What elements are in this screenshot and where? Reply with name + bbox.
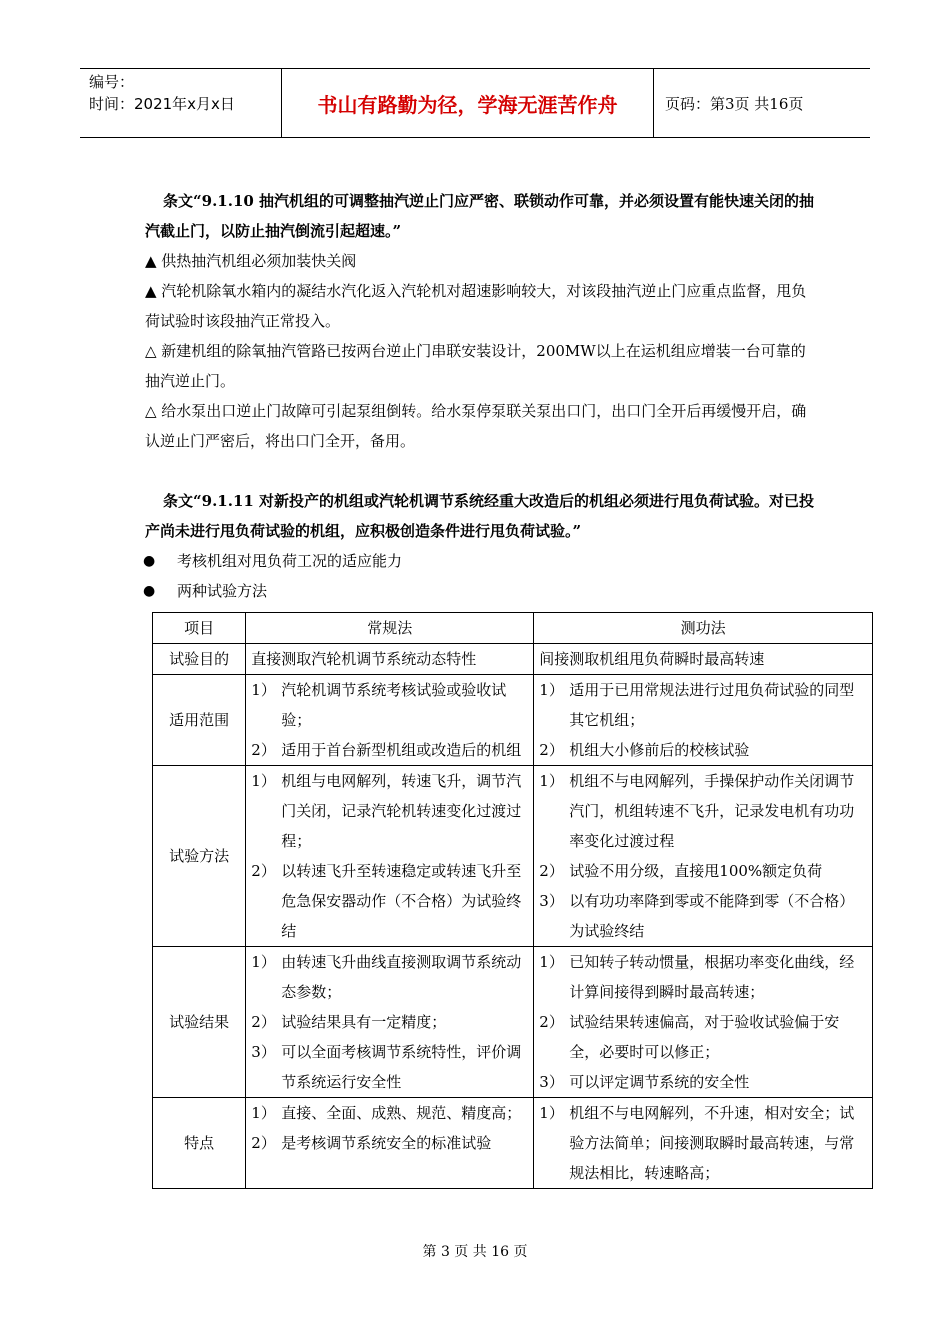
- row-label-cell: 试验方法: [153, 766, 246, 947]
- item-number: 1）: [539, 1104, 564, 1122]
- table-cell: [534, 644, 873, 675]
- clause-9-1-10-note: △ 给水泵出口逆止门故障可引起泵组倒转。给水泵停泵联关泵出口门，出口门全开后再缓慢开启，确认逆止门严密后，将出口门全开，备用。: [145, 402, 807, 450]
- item-text: 机组大小修前后的校核试验: [569, 741, 750, 759]
- item-text: 以有功功率降到零或不能降到零（不合格）为试验终结: [569, 892, 855, 940]
- item-text: 直接、全面、成熟、规范、精度高；: [281, 1104, 522, 1122]
- item-number: 1）: [539, 953, 564, 971]
- document-body: [145, 186, 815, 606]
- item-number: 3）: [251, 1043, 276, 1061]
- item-number: 2）: [539, 862, 564, 880]
- cell-list-item: [251, 1098, 528, 1128]
- row-label-cell: 试验目的: [153, 644, 246, 675]
- row-label-cell: 适用范围: [153, 675, 246, 766]
- cell-list-item: [251, 675, 528, 735]
- table-cell: [246, 766, 534, 947]
- item-number: 2）: [251, 741, 276, 759]
- item-text: 机组与电网解列，转速飞升，调节汽门关闭，记录汽轮机转速变化过渡过程；: [281, 772, 522, 850]
- item-number: 2）: [251, 862, 276, 880]
- table-cell: [534, 1098, 873, 1189]
- clause-9-1-10-note: ▲ 汽轮机除氧水箱内的凝结水汽化返入汽轮机对超速影响较大，对该段抽汽逆止门应重点监督，甩负荷试验时该段抽汽正常投入。: [145, 282, 807, 330]
- table-cell: [534, 947, 873, 1098]
- clause-9-1-10-note: △ 新建机组的除氧抽汽管路已按两台逆止门串联安装设计，200MW以上在运机组应增装一台可靠的抽汽逆止门。: [145, 342, 806, 390]
- table-row: [153, 766, 873, 947]
- item-text: 可以评定调节系统的安全性: [569, 1073, 750, 1091]
- table-cell: [246, 1098, 534, 1189]
- item-text: 试验结果具有一定精度；: [281, 1013, 447, 1031]
- table-cell: [534, 675, 873, 766]
- cell-list-item: [539, 1067, 867, 1097]
- test-methods-table: [152, 612, 873, 1189]
- cell-list-item: [251, 1128, 528, 1158]
- item-text: 试验结果转速偏高，对于验收试验偏于安全，必要时可以修正；: [569, 1013, 840, 1061]
- item-number: 2）: [251, 1013, 276, 1031]
- cell-list-item: [539, 675, 867, 735]
- item-number: 2）: [539, 1013, 564, 1031]
- cell-list-item: [539, 1098, 867, 1188]
- item-text: 直接测取汽轮机调节系统动态特性: [251, 650, 477, 668]
- table-row: [153, 1098, 873, 1189]
- cell-list-item: [251, 735, 528, 765]
- table-cell: [246, 644, 534, 675]
- item-text: 机组不与电网解列，不升速，相对安全；试验方法简单；间接测取瞬时最高转速，与常规法相比，转速略高；: [569, 1104, 855, 1182]
- table-cell: [534, 766, 873, 947]
- table-row: [153, 644, 873, 675]
- table-row: [153, 675, 873, 766]
- item-number: 1）: [539, 772, 564, 790]
- cell-list-item: [251, 947, 528, 1007]
- item-number: 1）: [251, 953, 276, 971]
- cell-list-item: [251, 766, 528, 856]
- header-number: 编号：: [89, 73, 135, 91]
- item-text: 由转速飞升曲线直接测取调节系统动态参数；: [281, 953, 522, 1001]
- header-motto: 书山有路勤为径，学海无涯苦作舟: [281, 69, 654, 137]
- item-number: 3）: [539, 1073, 564, 1091]
- bullet-icon: ●: [143, 553, 156, 569]
- header-date: 时间：2021年x月x日: [89, 95, 235, 113]
- row-label-cell: 试验结果: [153, 947, 246, 1098]
- item-text: 已知转子转动惯量，根据功率变化曲线，经计算间接得到瞬时最高转速；: [569, 953, 855, 1001]
- clause-9-1-11-heading: 条文“9.1.11 对新投产的机组或汽轮机调节系统经重大改造后的机组必须进行甩负荷试验。对已投产尚未进行甩负荷试验的机组，应积极创造条件进行甩负荷试验。”: [145, 492, 815, 540]
- item-text: 以转速飞升至转速稳定或转速飞升至危急保安器动作（不合格）为试验终结: [281, 862, 522, 940]
- cell-list-item: [251, 1007, 528, 1037]
- cell-list-item: [539, 766, 867, 856]
- table-header-cell: 常规法: [246, 613, 534, 644]
- item-number: 1）: [251, 681, 276, 699]
- cell-list-item: [539, 644, 867, 674]
- cell-list-item: [251, 856, 528, 946]
- item-number: 3）: [539, 892, 564, 910]
- bullet-icon: ●: [143, 583, 156, 599]
- item-number: 2）: [539, 741, 564, 759]
- item-text: 适用于首台新型机组或改造后的机组: [281, 741, 522, 759]
- bullet-text: 考核机组对甩负荷工况的适应能力: [177, 552, 403, 570]
- table-cell: [246, 947, 534, 1098]
- cell-list-item: [251, 644, 528, 674]
- cell-list-item: [539, 886, 867, 946]
- item-number: 1）: [251, 1104, 276, 1122]
- item-text: 可以全面考核调节系统特性，评价调节系统运行安全性: [281, 1043, 522, 1091]
- table-cell: [246, 675, 534, 766]
- bullet-text: 两种试验方法: [177, 582, 268, 600]
- cell-list-item: [539, 1007, 867, 1067]
- cell-list-item: [539, 735, 867, 765]
- page-header: [80, 68, 870, 138]
- row-label-cell: 特点: [153, 1098, 246, 1189]
- clause-9-1-10-note: ▲ 供热抽汽机组必须加装快关阀: [145, 252, 357, 270]
- header-meta: [80, 69, 280, 137]
- cell-list-item: [251, 1037, 528, 1097]
- item-number: 2）: [251, 1134, 276, 1152]
- list-item: [143, 546, 815, 576]
- item-text: 间接测取机组甩负荷瞬时最高转速: [539, 650, 765, 668]
- item-number: 1）: [539, 681, 564, 699]
- item-number: 1）: [251, 772, 276, 790]
- item-text: 是考核调节系统安全的标准试验: [281, 1134, 492, 1152]
- item-text: 试验不用分级，直接甩100%额定负荷: [569, 862, 823, 880]
- table-header-cell: 测功法: [534, 613, 873, 644]
- list-item: [143, 576, 815, 606]
- item-text: 汽轮机调节系统考核试验或验收试验；: [281, 681, 507, 729]
- table-row: [153, 947, 873, 1098]
- page-footer: 第 3 页 共 16 页: [422, 1244, 528, 1260]
- table-header-cell: 项目: [153, 613, 246, 644]
- cell-list-item: [539, 947, 867, 1007]
- table-header-row: [153, 613, 873, 644]
- cell-list-item: [539, 856, 867, 886]
- item-text: 机组不与电网解列，手操保护动作关闭调节汽门，机组转速不飞升，记录发电机有功功率变化过渡过程: [569, 772, 855, 850]
- clause-9-1-10-heading: 条文“9.1.10 抽汽机组的可调整抽汽逆止门应严密、联锁动作可靠，并必须设置有能快速关闭的抽汽截止门，以防止抽汽倒流引起超速。”: [145, 192, 815, 240]
- item-text: 适用于已用常规法进行过甩负荷试验的同型其它机组；: [569, 681, 855, 729]
- header-page-info: 页码：第3页 共16页: [665, 94, 804, 113]
